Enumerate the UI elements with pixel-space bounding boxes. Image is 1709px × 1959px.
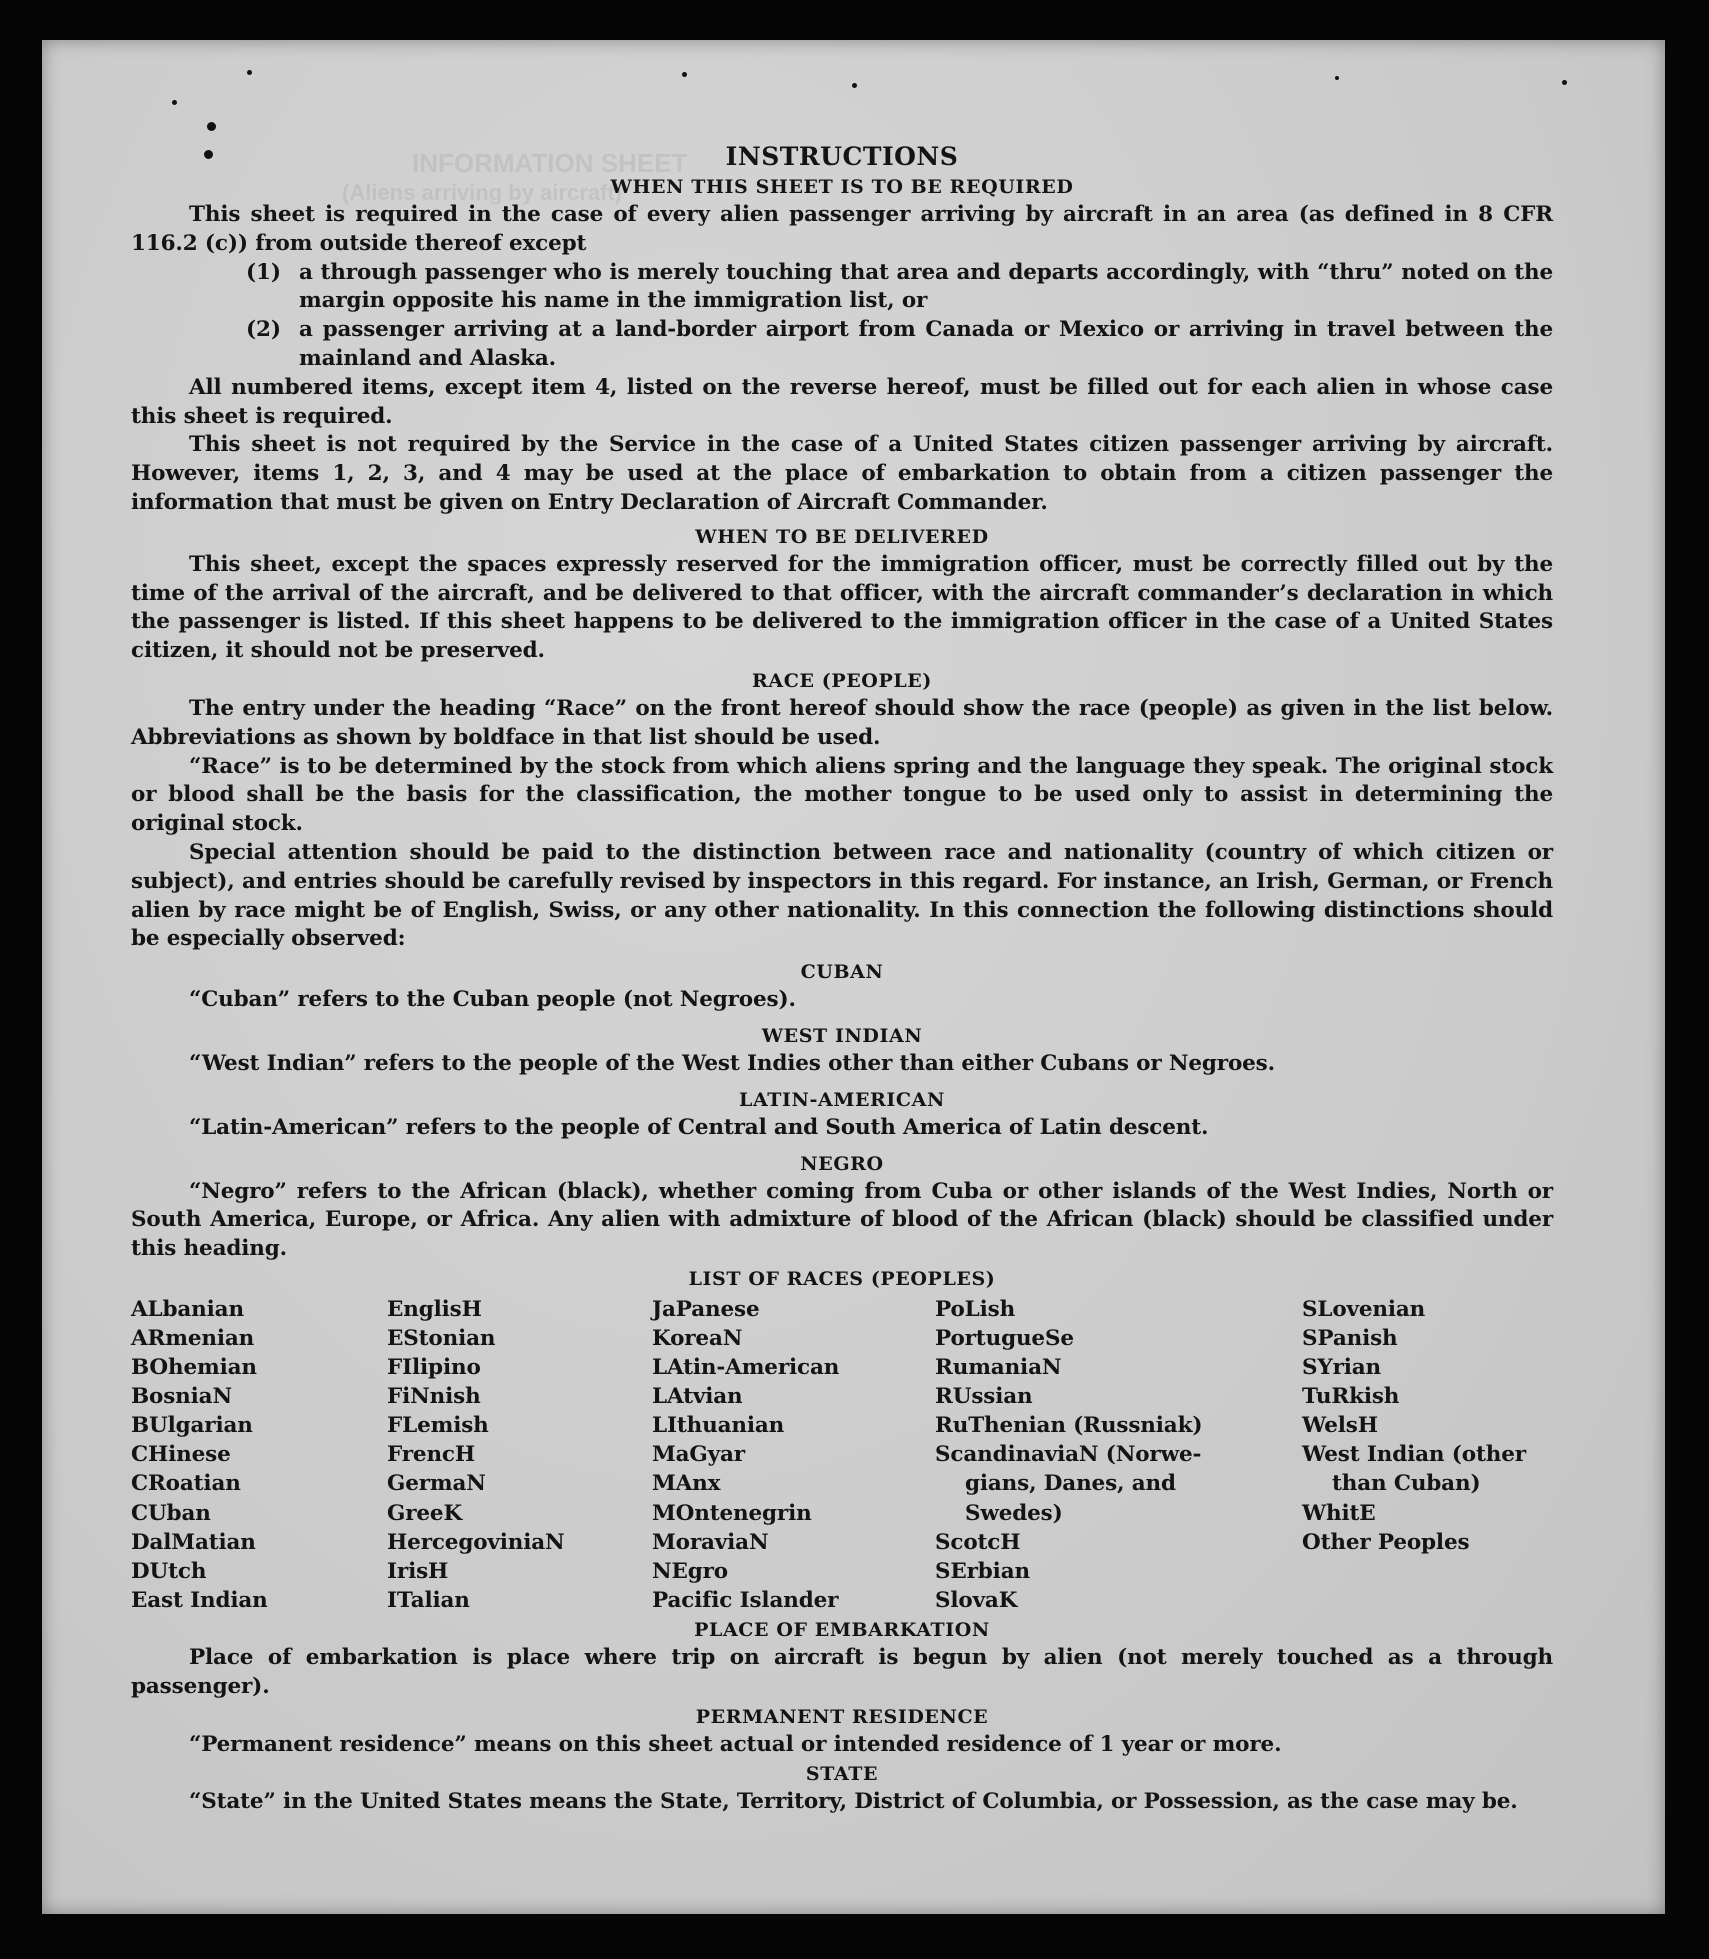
race-entry-continued: Swedes) xyxy=(965,1500,1063,1526)
race-entry: East Indian xyxy=(131,1587,268,1613)
definition-residence: “Permanent residence” means on this sheet actual or intended residence of 1 year or more. xyxy=(189,1731,1282,1757)
section-heading-west-indian: WEST INDIAN xyxy=(761,1024,923,1047)
race-entry: EnglisH xyxy=(387,1296,482,1322)
section-heading-race: RACE (PEOPLE) xyxy=(752,669,932,692)
races-column-4 xyxy=(935,1295,1302,1615)
race-entry: FIlipino xyxy=(387,1355,481,1381)
section-heading-cuban: CUBAN xyxy=(800,961,884,984)
race-entry: GermaN xyxy=(387,1471,486,1497)
ink-speck xyxy=(852,83,857,88)
race-entry-continued: than Cuban) xyxy=(1332,1471,1481,1497)
race-entry: DalMatian xyxy=(131,1529,256,1555)
race-entry: CHinese xyxy=(131,1442,231,1468)
race-entry: MAnx xyxy=(652,1471,721,1497)
list-item-text: a passenger arriving at a land-border airport from Canada or Mexico or arriving in travel between the mainland and Alaska. xyxy=(299,317,1553,371)
race-entry: PortugueSe xyxy=(935,1326,1074,1351)
paragraph: All numbered items, except item 4, listed on the reverse hereof, must be filled out for each alien in whose case this sheet is required. xyxy=(131,374,1553,429)
definition-negro: “Negro” refers to the African (black), whether coming from Cuba or other islands of the West Indies, North or South America, Europe, or Africa. Any alien with admixture of blood of the African (black) should be classified under this heading. xyxy=(131,1178,1553,1262)
race-entry: HercegoviniaN xyxy=(387,1529,565,1555)
race-entry: FiNnish xyxy=(387,1384,481,1410)
ink-speck xyxy=(682,72,687,77)
race-entry: RumaniaN xyxy=(935,1355,1062,1381)
section-heading-when-delivered: WHEN TO BE DELIVERED xyxy=(695,525,989,548)
show-through-subtitle: (Aliens arriving by aircraft) xyxy=(342,180,622,205)
paragraph: Special attention should be paid to the distinction between race and nationality (country of which citizen or subject), and entries should be carefully revised by inspectors in this regard. For instance, an Irish, German, or French alien by race might be of English, Swiss, or any other nationality. In this connection the following distinctions should be especially observed: xyxy=(131,839,1553,952)
paragraph: This sheet is not required by the Service in the case of a United States citizen passenger arriving by aircraft. However, items 1, 2, 3, and 4 may be used at the place of embarkation to obtain from a citizen passenger the information that must be given on Entry Declaration of Aircraft Commander. xyxy=(131,432,1553,515)
list-item xyxy=(246,316,1553,374)
race-entry: SlovaK xyxy=(935,1587,1018,1613)
definition-state: “State” in the United States means the State, Territory, District of Columbia, or Possession, as the case may be. xyxy=(189,1789,1518,1815)
races-column-5 xyxy=(1302,1295,1553,1615)
race-entry: GreeK xyxy=(387,1500,462,1526)
race-entry: FrencH xyxy=(387,1442,476,1468)
race-entry-continued: gians, Danes, and xyxy=(965,1471,1176,1497)
section-heading-when-required: WHEN THIS SHEET IS TO BE REQUIRED xyxy=(610,176,1074,198)
race-entry: BOhemian xyxy=(131,1355,257,1381)
race-entry: FLemish xyxy=(387,1413,489,1439)
section-heading-state: STATE xyxy=(805,1763,879,1786)
paragraph: The entry under the heading “Race” on the front hereof should show the race (people) as given in the list below. Abbreviations as shown by boldface in that list should be used. xyxy=(131,695,1553,750)
list-item xyxy=(246,259,1553,317)
race-entry: DUtch xyxy=(131,1558,207,1584)
section-heading-latin-american: LATIN-AMERICAN xyxy=(739,1088,945,1111)
race-entry: ITalian xyxy=(387,1587,470,1613)
ink-speck xyxy=(207,122,216,131)
race-entry: BUlgarian xyxy=(131,1413,253,1439)
paragraph: This sheet is required in the case of every alien passenger arriving by aircraft in an area (as defined in 8 CFR 116.2 (c)) from outside thereof except xyxy=(131,202,1553,256)
race-entry: ScotcH xyxy=(935,1529,1021,1555)
ink-speck xyxy=(172,100,177,105)
list-item-text: a through passenger who is merely touching that area and departs accordingly, with “thru” noted on the margin opposite his name in the immigration list, or xyxy=(299,259,1553,314)
race-entry: MOntenegrin xyxy=(652,1500,812,1526)
definition-cuban: “Cuban” refers to the Cuban people (not Negroes). xyxy=(189,987,796,1013)
definition-latin-american: “Latin-American” refers to the people of Central and South America of Latin descent. xyxy=(189,1114,1209,1140)
race-entry: SLovenian xyxy=(1302,1296,1426,1322)
race-entry: EStonian xyxy=(387,1326,496,1351)
race-entry: KoreaN xyxy=(652,1326,743,1351)
section-heading-negro: NEGRO xyxy=(800,1152,884,1175)
race-entry: JaPanese xyxy=(652,1296,760,1322)
race-entry: BosniaN xyxy=(131,1384,232,1410)
races-column-3 xyxy=(652,1295,935,1615)
paragraph: Place of embarkation is place where trip on aircraft is begun by alien (not merely touched as a through passenger). xyxy=(131,1644,1553,1699)
section-heading-embarkation: PLACE OF EMBARKATION xyxy=(694,1618,990,1641)
section-heading-list-of-races: LIST OF RACES (PEOPLES) xyxy=(688,1267,996,1290)
ink-speck xyxy=(1562,80,1567,85)
races-column-1 xyxy=(131,1295,387,1615)
race-entry: LAtvian xyxy=(652,1384,743,1410)
race-entry: RUssian xyxy=(935,1384,1033,1410)
list-item-number: (2) xyxy=(246,317,281,343)
race-entry: ScandinaviaN (Norwe- xyxy=(935,1442,1202,1468)
race-entry: Other Peoples xyxy=(1302,1529,1470,1555)
page-title: INSTRUCTIONS xyxy=(725,142,959,171)
race-entry: RuThenian (Russniak) xyxy=(935,1413,1203,1439)
race-entry: MaGyar xyxy=(652,1442,745,1468)
race-entry: CRoatian xyxy=(131,1471,241,1497)
race-entry: LAtin-American xyxy=(652,1355,840,1381)
race-entry: ALbanian xyxy=(131,1296,244,1322)
race-entry: WhitE xyxy=(1302,1500,1376,1526)
race-entry: West Indian (other xyxy=(1302,1442,1526,1468)
race-entry: Pacific Islander xyxy=(652,1587,839,1613)
race-entry: PoLish xyxy=(935,1296,1016,1322)
paragraph: This sheet, except the spaces expressly reserved for the immigration officer, must be correctly filled out by the time of the arrival of the aircraft, and be delivered to that officer, with the aircraft commander’s declaration in which the passenger is listed. If this sheet happens to be delivered to the immigration officer in the case of a United States citizen, it should not be preserved. xyxy=(131,551,1553,664)
section-heading-residence: PERMANENT RESIDENCE xyxy=(695,1705,989,1728)
race-entry: ARmenian xyxy=(131,1326,255,1351)
races-column-2 xyxy=(387,1295,652,1615)
ink-speck xyxy=(1335,76,1339,80)
race-entry: SYrian xyxy=(1302,1355,1382,1381)
ink-speck xyxy=(247,70,252,75)
paragraph: “Race” is to be determined by the stock from which aliens spring and the language they speak. The original stock or blood shall be the basis for the classification, the mother tongue to be used only to assist in determining the original stock. xyxy=(131,753,1553,837)
show-through-title: INFORMATION SHEET xyxy=(412,148,688,178)
race-entry: WelsH xyxy=(1302,1413,1378,1439)
instructions-content xyxy=(131,140,1553,1817)
race-entry: SErbian xyxy=(935,1558,1030,1584)
race-entry: MoraviaN xyxy=(652,1529,769,1555)
race-entry: SPanish xyxy=(1302,1326,1398,1351)
list-item-number: (1) xyxy=(246,259,281,285)
race-entry: LIthuanian xyxy=(652,1413,785,1439)
race-entry: CUban xyxy=(131,1500,211,1526)
race-entry: IrisH xyxy=(387,1558,449,1584)
race-entry: TuRkish xyxy=(1302,1384,1400,1410)
definition-west-indian: “West Indian” refers to the people of the West Indies other than either Cubans or Negroes. xyxy=(189,1050,1275,1076)
races-table xyxy=(131,1295,1553,1615)
race-entry: NEgro xyxy=(652,1558,728,1584)
